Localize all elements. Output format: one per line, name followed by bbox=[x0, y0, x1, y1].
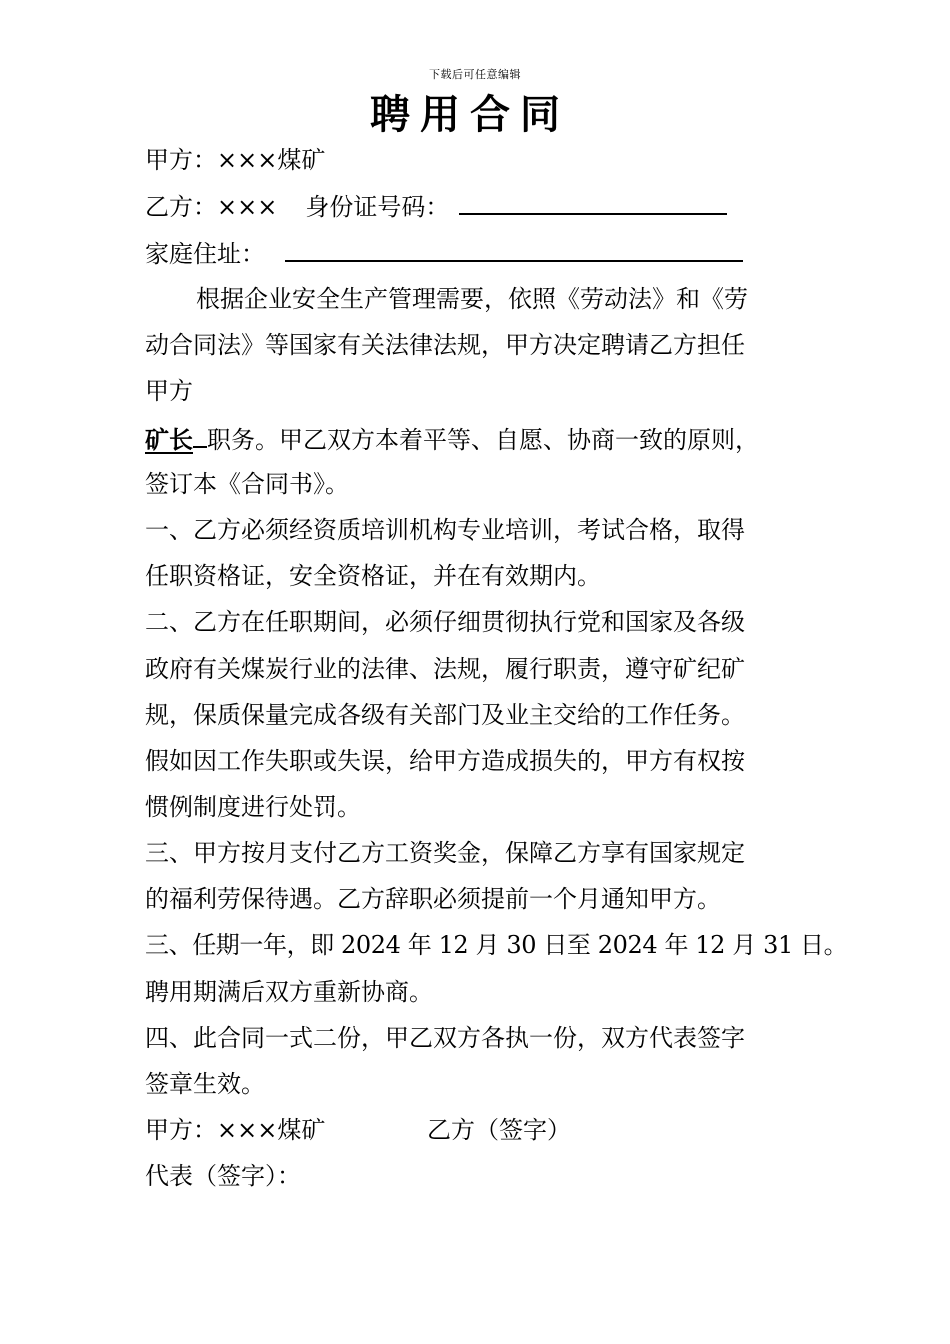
clause-2-line-3: 规，保质保量完成各级有关部门及业主交给的工作任务。 bbox=[145, 701, 745, 729]
intro-line-4-rest: 职务。甲乙双方本着平等、自愿、协商一致的原则， bbox=[207, 426, 759, 454]
address-label: 家庭住址： bbox=[145, 240, 265, 268]
address-blank bbox=[285, 238, 743, 262]
party-b-label: 乙方：××× bbox=[145, 193, 278, 221]
clause-5-line-2: 签章生效。 bbox=[145, 1070, 265, 1098]
clause-5-line-1: 四、此合同一式二份，甲乙双方各执一份，双方代表签字 bbox=[145, 1024, 745, 1052]
address-line bbox=[145, 238, 743, 269]
clause-3-line-1: 三、甲方按月支付乙方工资奖金，保障乙方享有国家规定 bbox=[145, 839, 745, 867]
clause-2-line-4: 假如因工作失职或失误，给甲方造成损失的，甲方有权按 bbox=[145, 747, 745, 775]
clause-2-line-1: 二、乙方在任职期间，必须仔细贯彻执行党和国家及各级 bbox=[145, 608, 745, 636]
clause-1-line-1: 一、乙方必须经资质培训机构专业培训，考试合格，取得 bbox=[145, 516, 745, 544]
signature-party-b: 乙方（签字） bbox=[427, 1116, 571, 1144]
party-b-line bbox=[145, 191, 727, 222]
intro-line-3: 甲方 bbox=[145, 377, 193, 405]
id-number-label: 身份证号码： bbox=[305, 193, 450, 221]
document-title: 聘用合同 bbox=[370, 91, 570, 138]
position-title: 矿长 bbox=[145, 425, 193, 454]
party-a-line: 甲方：×××煤矿 bbox=[145, 146, 326, 174]
signature-party-a: 甲方：×××煤矿 bbox=[145, 1116, 326, 1144]
intro-line-1: 根据企业安全生产管理需要，依照《劳动法》和《劳 bbox=[196, 285, 748, 313]
id-number-blank bbox=[459, 191, 727, 215]
clause-3-line-2: 的福利劳保待遇。乙方辞职必须提前一个月通知甲方。 bbox=[145, 885, 721, 913]
clause-2-line-2: 政府有关煤炭行业的法律、法规，履行职责，遵守矿纪矿 bbox=[145, 655, 745, 683]
clause-1-line-2: 任职资格证，安全资格证，并在有效期内。 bbox=[145, 562, 601, 590]
header-note: 下载后可任意编辑 bbox=[429, 68, 521, 81]
clause-4-line-1: 三、任期一年，即 2024 年 12 月 30 日至 2024 年 12 月 31 日。 bbox=[145, 931, 848, 959]
intro-line-2: 动合同法》等国家有关法律法规，甲方决定聘请乙方担任 bbox=[145, 331, 745, 359]
intro-line-4 bbox=[145, 423, 759, 455]
signature-representative: 代表（签字）： bbox=[145, 1162, 301, 1190]
position-underline-pad bbox=[193, 423, 207, 448]
clause-4-line-2: 聘用期满后双方重新协商。 bbox=[145, 978, 433, 1006]
clause-2-line-5: 惯例制度进行处罚。 bbox=[145, 793, 361, 821]
intro-line-5: 签订本《合同书》。 bbox=[145, 470, 349, 498]
